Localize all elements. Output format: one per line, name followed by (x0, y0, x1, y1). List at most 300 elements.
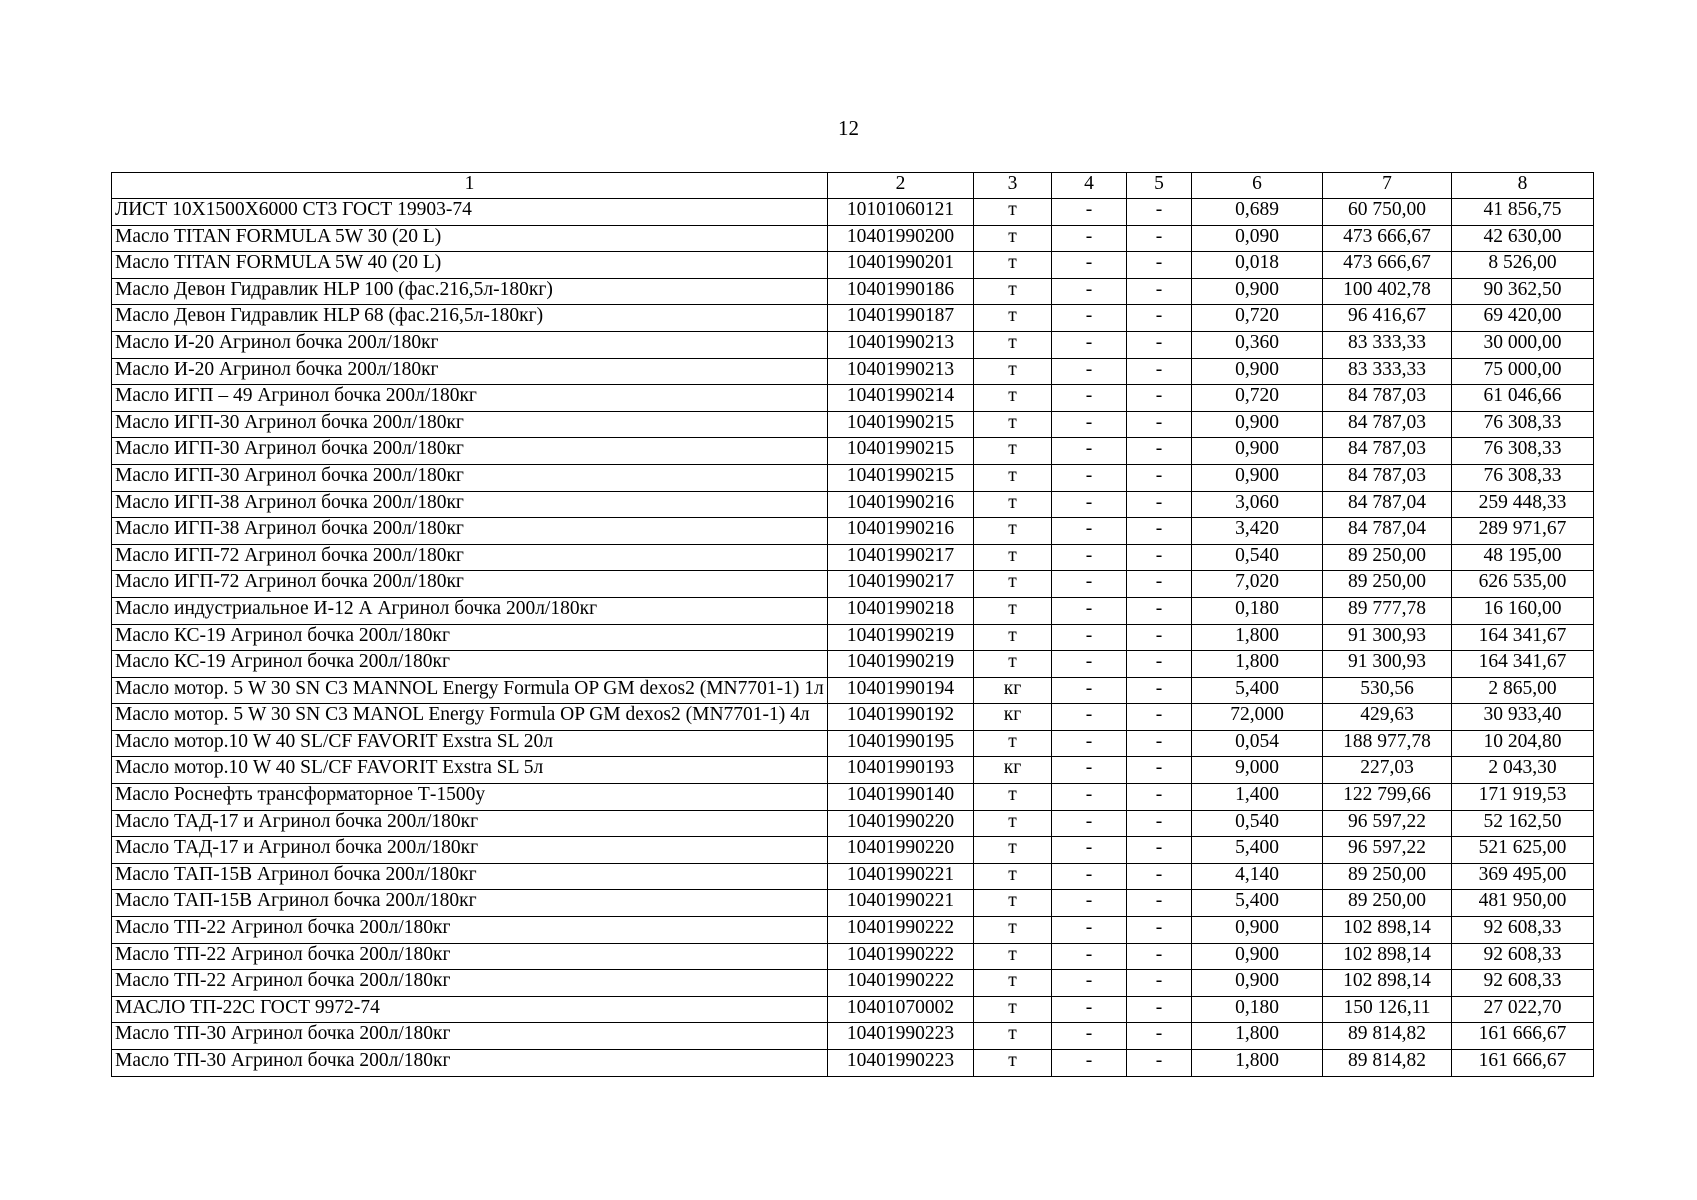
cell-quantity: 0,540 (1192, 544, 1323, 571)
cell-quantity: 0,900 (1192, 917, 1323, 944)
cell-col-4: - (1052, 996, 1127, 1023)
cell-unit: т (974, 784, 1052, 811)
cell-item-code: 10401990222 (828, 970, 974, 997)
cell-col-4: - (1052, 757, 1127, 784)
cell-item-name: Масло мотор. 5 W 30 SN C3 MANNOL Energy Formula OP GM dexos2 (MN7701-1) 1л (112, 677, 828, 704)
cell-item-code: 10401990192 (828, 704, 974, 731)
cell-unit-price: 83 333,33 (1323, 358, 1452, 385)
cell-quantity: 0,720 (1192, 305, 1323, 332)
cell-col-5: - (1127, 837, 1192, 864)
cell-total-amount: 171 919,53 (1452, 784, 1594, 811)
cell-item-code: 10401990221 (828, 863, 974, 890)
cell-unit-price: 89 250,00 (1323, 863, 1452, 890)
cell-quantity: 72,000 (1192, 704, 1323, 731)
cell-item-code: 10401990194 (828, 677, 974, 704)
cell-total-amount: 69 420,00 (1452, 305, 1594, 332)
cell-col-4: - (1052, 651, 1127, 678)
cell-item-code: 10401990220 (828, 837, 974, 864)
cell-unit: т (974, 1050, 1052, 1077)
cell-total-amount: 161 666,67 (1452, 1023, 1594, 1050)
cell-item-name: Масло мотор. 5 W 30 SN C3 MANOL Energy Formula OP GM dexos2 (MN7701-1) 4л (112, 704, 828, 731)
cell-item-name: Масло ТАД-17 и Агринол бочка 200л/180кг (112, 810, 828, 837)
cell-col-4: - (1052, 199, 1127, 226)
table-row (112, 438, 1594, 465)
cell-unit: т (974, 863, 1052, 890)
cell-unit: кг (974, 677, 1052, 704)
cell-total-amount: 164 341,67 (1452, 624, 1594, 651)
cell-unit: т (974, 943, 1052, 970)
cell-item-name: Масло ИГП-38 Агринол бочка 200л/180кг (112, 518, 828, 545)
cell-total-amount: 289 971,67 (1452, 518, 1594, 545)
cell-item-name: Масло ТП-22 Агринол бочка 200л/180кг (112, 943, 828, 970)
cell-quantity: 1,800 (1192, 651, 1323, 678)
cell-col-4: - (1052, 278, 1127, 305)
cell-quantity: 5,400 (1192, 837, 1323, 864)
cell-unit: т (974, 305, 1052, 332)
cell-unit: т (974, 358, 1052, 385)
table-row (112, 890, 1594, 917)
cell-item-code: 10401990223 (828, 1050, 974, 1077)
table-row (112, 996, 1594, 1023)
cell-item-name: Масло ТП-30 Агринол бочка 200л/180кг (112, 1023, 828, 1050)
table-row (112, 411, 1594, 438)
cell-item-name: МАСЛО ТП-22С ГОСТ 9972-74 (112, 996, 828, 1023)
cell-col-4: - (1052, 677, 1127, 704)
table-row (112, 651, 1594, 678)
cell-item-name: Масло ИГП-30 Агринол бочка 200л/180кг (112, 464, 828, 491)
cell-quantity: 0,018 (1192, 252, 1323, 279)
cell-item-code: 10401990219 (828, 651, 974, 678)
cell-total-amount: 42 630,00 (1452, 225, 1594, 252)
cell-col-4: - (1052, 544, 1127, 571)
cell-unit: т (974, 1023, 1052, 1050)
cell-unit: т (974, 544, 1052, 571)
cell-col-5: - (1127, 438, 1192, 465)
table-row (112, 225, 1594, 252)
table-row (112, 757, 1594, 784)
cell-quantity: 0,900 (1192, 358, 1323, 385)
cell-unit-price: 473 666,67 (1323, 225, 1452, 252)
column-header: 1 (112, 173, 828, 199)
cell-col-4: - (1052, 784, 1127, 811)
cell-total-amount: 75 000,00 (1452, 358, 1594, 385)
cell-col-5: - (1127, 544, 1192, 571)
cell-item-code: 10401070002 (828, 996, 974, 1023)
cell-unit: кг (974, 757, 1052, 784)
cell-col-4: - (1052, 491, 1127, 518)
cell-unit-price: 188 977,78 (1323, 730, 1452, 757)
cell-quantity: 3,060 (1192, 491, 1323, 518)
cell-unit-price: 150 126,11 (1323, 996, 1452, 1023)
cell-unit: т (974, 996, 1052, 1023)
cell-col-5: - (1127, 358, 1192, 385)
cell-unit: т (974, 199, 1052, 226)
cell-item-name: Масло ИГП-38 Агринол бочка 200л/180кг (112, 491, 828, 518)
cell-item-code: 10401990215 (828, 464, 974, 491)
cell-col-4: - (1052, 943, 1127, 970)
cell-item-code: 10401990193 (828, 757, 974, 784)
cell-quantity: 0,360 (1192, 331, 1323, 358)
cell-col-4: - (1052, 837, 1127, 864)
cell-item-name: Масло ИГП-72 Агринол бочка 200л/180кг (112, 571, 828, 598)
column-header: 3 (974, 173, 1052, 199)
cell-item-code: 10401990223 (828, 1023, 974, 1050)
cell-item-code: 10401990215 (828, 438, 974, 465)
cell-col-4: - (1052, 225, 1127, 252)
cell-total-amount: 92 608,33 (1452, 943, 1594, 970)
cell-unit: т (974, 438, 1052, 465)
cell-unit: т (974, 411, 1052, 438)
table-row (112, 464, 1594, 491)
cell-item-code: 10401990219 (828, 624, 974, 651)
cell-unit: т (974, 730, 1052, 757)
cell-item-code: 10401990200 (828, 225, 974, 252)
cell-col-4: - (1052, 704, 1127, 731)
cell-unit: т (974, 597, 1052, 624)
cell-unit: т (974, 278, 1052, 305)
cell-col-4: - (1052, 1050, 1127, 1077)
cell-unit-price: 530,56 (1323, 677, 1452, 704)
cell-item-name: Масло Девон Гидравлик HLP 100 (фас.216,5л-180кг) (112, 278, 828, 305)
cell-col-5: - (1127, 597, 1192, 624)
table-row (112, 252, 1594, 279)
cell-col-4: - (1052, 730, 1127, 757)
cell-col-4: - (1052, 890, 1127, 917)
cell-unit: т (974, 624, 1052, 651)
cell-col-5: - (1127, 784, 1192, 811)
cell-unit-price: 100 402,78 (1323, 278, 1452, 305)
table-row (112, 518, 1594, 545)
table-row (112, 943, 1594, 970)
cell-col-5: - (1127, 757, 1192, 784)
cell-unit-price: 96 597,22 (1323, 837, 1452, 864)
table-row (112, 730, 1594, 757)
table-row (112, 784, 1594, 811)
cell-unit: т (974, 890, 1052, 917)
table-row (112, 970, 1594, 997)
cell-item-name: Масло ИГП-30 Агринол бочка 200л/180кг (112, 438, 828, 465)
cell-total-amount: 30 933,40 (1452, 704, 1594, 731)
cell-unit: т (974, 225, 1052, 252)
cell-total-amount: 90 362,50 (1452, 278, 1594, 305)
cell-col-5: - (1127, 252, 1192, 279)
cell-quantity: 0,900 (1192, 943, 1323, 970)
cell-unit-price: 84 787,03 (1323, 411, 1452, 438)
cell-item-code: 10401990213 (828, 331, 974, 358)
cell-col-5: - (1127, 624, 1192, 651)
column-header: 4 (1052, 173, 1127, 199)
cell-item-name: Масло индустриальное И-12 А Агринол бочка 200л/180кг (112, 597, 828, 624)
cell-item-code: 10401990218 (828, 597, 974, 624)
cell-item-name: Масло ТП-22 Агринол бочка 200л/180кг (112, 917, 828, 944)
cell-item-code: 10401990187 (828, 305, 974, 332)
cell-item-name: Масло КС-19 Агринол бочка 200л/180кг (112, 624, 828, 651)
cell-col-4: - (1052, 863, 1127, 890)
cell-col-4: - (1052, 252, 1127, 279)
table-row (112, 917, 1594, 944)
cell-col-5: - (1127, 518, 1192, 545)
cell-unit-price: 83 333,33 (1323, 331, 1452, 358)
cell-unit-price: 89 250,00 (1323, 544, 1452, 571)
cell-item-name: Масло TITAN FORMULA 5W 40 (20 L) (112, 252, 828, 279)
cell-unit-price: 89 814,82 (1323, 1023, 1452, 1050)
cell-item-code: 10401990216 (828, 491, 974, 518)
cell-item-code: 10401990186 (828, 278, 974, 305)
cell-quantity: 1,800 (1192, 1023, 1323, 1050)
cell-item-code: 10101060121 (828, 199, 974, 226)
cell-unit-price: 89 814,82 (1323, 1050, 1452, 1077)
cell-item-name: Масло TITAN FORMULA 5W 30 (20 L) (112, 225, 828, 252)
cell-item-name: ЛИСТ 10Х1500Х6000 СТ3 ГОСТ 19903-74 (112, 199, 828, 226)
cell-unit-price: 84 787,03 (1323, 464, 1452, 491)
cell-col-4: - (1052, 305, 1127, 332)
cell-item-name: Масло мотор.10 W 40 SL/CF FAVORIT Exstra SL 5л (112, 757, 828, 784)
cell-unit-price: 429,63 (1323, 704, 1452, 731)
cell-item-name: Масло ИГП – 49 Агринол бочка 200л/180кг (112, 385, 828, 412)
cell-col-4: - (1052, 597, 1127, 624)
column-header: 7 (1323, 173, 1452, 199)
cell-unit-price: 91 300,93 (1323, 651, 1452, 678)
cell-unit-price: 84 787,04 (1323, 491, 1452, 518)
cell-col-5: - (1127, 943, 1192, 970)
cell-item-name: Масло ТАП-15В Агринол бочка 200л/180кг (112, 863, 828, 890)
cell-unit-price: 473 666,67 (1323, 252, 1452, 279)
table-row (112, 385, 1594, 412)
cell-total-amount: 16 160,00 (1452, 597, 1594, 624)
cell-col-5: - (1127, 863, 1192, 890)
table-row (112, 331, 1594, 358)
table-row (112, 491, 1594, 518)
cell-total-amount: 8 526,00 (1452, 252, 1594, 279)
cell-quantity: 0,720 (1192, 385, 1323, 412)
cell-total-amount: 76 308,33 (1452, 411, 1594, 438)
cell-unit: т (974, 331, 1052, 358)
cell-unit-price: 84 787,04 (1323, 518, 1452, 545)
table-row (112, 863, 1594, 890)
cell-total-amount: 27 022,70 (1452, 996, 1594, 1023)
cell-total-amount: 76 308,33 (1452, 464, 1594, 491)
cell-quantity: 0,054 (1192, 730, 1323, 757)
cell-col-5: - (1127, 651, 1192, 678)
table-row (112, 597, 1594, 624)
cell-item-name: Масло ТП-22 Агринол бочка 200л/180кг (112, 970, 828, 997)
cell-quantity: 1,400 (1192, 784, 1323, 811)
cell-item-code: 10401990201 (828, 252, 974, 279)
cell-item-name: Масло Роснефть трансформаторное Т-1500у (112, 784, 828, 811)
cell-col-5: - (1127, 385, 1192, 412)
cell-item-code: 10401990214 (828, 385, 974, 412)
cell-item-name: Масло И-20 Агринол бочка 200л/180кг (112, 358, 828, 385)
cell-unit-price: 89 777,78 (1323, 597, 1452, 624)
cell-col-5: - (1127, 491, 1192, 518)
cell-unit: т (974, 837, 1052, 864)
cell-unit-price: 122 799,66 (1323, 784, 1452, 811)
cell-unit: т (974, 385, 1052, 412)
cell-total-amount: 76 308,33 (1452, 438, 1594, 465)
cell-quantity: 0,090 (1192, 225, 1323, 252)
column-header: 8 (1452, 173, 1594, 199)
cell-item-name: Масло ТАД-17 и Агринол бочка 200л/180кг (112, 837, 828, 864)
cell-col-5: - (1127, 199, 1192, 226)
materials-table (111, 172, 1594, 1077)
cell-quantity: 0,540 (1192, 810, 1323, 837)
cell-col-4: - (1052, 571, 1127, 598)
cell-item-code: 10401990222 (828, 943, 974, 970)
table-row (112, 544, 1594, 571)
cell-col-5: - (1127, 571, 1192, 598)
cell-col-5: - (1127, 970, 1192, 997)
cell-quantity: 1,800 (1192, 624, 1323, 651)
cell-total-amount: 92 608,33 (1452, 970, 1594, 997)
cell-quantity: 0,900 (1192, 464, 1323, 491)
cell-item-code: 10401990216 (828, 518, 974, 545)
cell-unit: т (974, 518, 1052, 545)
cell-unit-price: 91 300,93 (1323, 624, 1452, 651)
cell-col-5: - (1127, 810, 1192, 837)
table-header-row (112, 173, 1594, 199)
cell-col-4: - (1052, 358, 1127, 385)
cell-item-code: 10401990220 (828, 810, 974, 837)
cell-item-code: 10401990221 (828, 890, 974, 917)
cell-col-5: - (1127, 411, 1192, 438)
cell-unit-price: 102 898,14 (1323, 943, 1452, 970)
cell-col-5: - (1127, 305, 1192, 332)
cell-unit-price: 89 250,00 (1323, 890, 1452, 917)
cell-col-4: - (1052, 1023, 1127, 1050)
cell-item-code: 10401990222 (828, 917, 974, 944)
cell-unit: т (974, 970, 1052, 997)
table-row (112, 571, 1594, 598)
cell-unit: т (974, 491, 1052, 518)
column-header: 6 (1192, 173, 1323, 199)
cell-col-4: - (1052, 331, 1127, 358)
cell-unit-price: 60 750,00 (1323, 199, 1452, 226)
column-header: 2 (828, 173, 974, 199)
cell-unit-price: 102 898,14 (1323, 970, 1452, 997)
cell-item-name: Масло ИГП-72 Агринол бочка 200л/180кг (112, 544, 828, 571)
cell-unit-price: 84 787,03 (1323, 438, 1452, 465)
cell-total-amount: 481 950,00 (1452, 890, 1594, 917)
cell-item-name: Масло ТАП-15В Агринол бочка 200л/180кг (112, 890, 828, 917)
cell-col-4: - (1052, 970, 1127, 997)
cell-col-5: - (1127, 278, 1192, 305)
table-body (112, 173, 1594, 1077)
cell-unit-price: 102 898,14 (1323, 917, 1452, 944)
page-number: 12 (838, 116, 859, 140)
cell-item-name: Масло ТП-30 Агринол бочка 200л/180кг (112, 1050, 828, 1077)
cell-total-amount: 259 448,33 (1452, 491, 1594, 518)
cell-unit: т (974, 810, 1052, 837)
cell-item-name: Масло Девон Гидравлик HLP 68 (фас.216,5л-180кг) (112, 305, 828, 332)
cell-quantity: 0,900 (1192, 970, 1323, 997)
cell-quantity: 4,140 (1192, 863, 1323, 890)
cell-total-amount: 61 046,66 (1452, 385, 1594, 412)
cell-col-5: - (1127, 730, 1192, 757)
cell-quantity: 9,000 (1192, 757, 1323, 784)
cell-quantity: 5,400 (1192, 890, 1323, 917)
cell-unit: т (974, 917, 1052, 944)
cell-total-amount: 626 535,00 (1452, 571, 1594, 598)
table-row (112, 1050, 1594, 1077)
cell-quantity: 0,180 (1192, 996, 1323, 1023)
cell-col-5: - (1127, 1023, 1192, 1050)
cell-item-name: Масло КС-19 Агринол бочка 200л/180кг (112, 651, 828, 678)
cell-col-5: - (1127, 996, 1192, 1023)
cell-item-name: Масло ИГП-30 Агринол бочка 200л/180кг (112, 411, 828, 438)
cell-col-4: - (1052, 917, 1127, 944)
cell-item-name: Масло И-20 Агринол бочка 200л/180кг (112, 331, 828, 358)
cell-unit: т (974, 651, 1052, 678)
cell-total-amount: 2 043,30 (1452, 757, 1594, 784)
cell-item-code: 10401990215 (828, 411, 974, 438)
cell-quantity: 0,900 (1192, 411, 1323, 438)
cell-col-5: - (1127, 225, 1192, 252)
cell-col-4: - (1052, 385, 1127, 412)
table-row (112, 278, 1594, 305)
cell-col-5: - (1127, 331, 1192, 358)
cell-unit: т (974, 252, 1052, 279)
cell-quantity: 3,420 (1192, 518, 1323, 545)
cell-item-code: 10401990140 (828, 784, 974, 811)
table-row (112, 704, 1594, 731)
cell-col-5: - (1127, 464, 1192, 491)
table-row (112, 677, 1594, 704)
cell-item-name: Масло мотор.10 W 40 SL/CF FAVORIT Exstra SL 20л (112, 730, 828, 757)
cell-unit-price: 89 250,00 (1323, 571, 1452, 598)
table-row (112, 1023, 1594, 1050)
cell-item-code: 10401990213 (828, 358, 974, 385)
cell-total-amount: 41 856,75 (1452, 199, 1594, 226)
cell-col-4: - (1052, 518, 1127, 545)
cell-item-code: 10401990217 (828, 544, 974, 571)
cell-total-amount: 161 666,67 (1452, 1050, 1594, 1077)
cell-unit: т (974, 464, 1052, 491)
cell-quantity: 1,800 (1192, 1050, 1323, 1077)
cell-unit-price: 96 597,22 (1323, 810, 1452, 837)
cell-quantity: 7,020 (1192, 571, 1323, 598)
cell-col-5: - (1127, 890, 1192, 917)
cell-quantity: 0,900 (1192, 438, 1323, 465)
cell-total-amount: 521 625,00 (1452, 837, 1594, 864)
cell-col-4: - (1052, 810, 1127, 837)
cell-total-amount: 2 865,00 (1452, 677, 1594, 704)
table-row (112, 810, 1594, 837)
cell-total-amount: 52 162,50 (1452, 810, 1594, 837)
cell-col-4: - (1052, 411, 1127, 438)
cell-total-amount: 164 341,67 (1452, 651, 1594, 678)
cell-unit-price: 84 787,03 (1323, 385, 1452, 412)
cell-item-code: 10401990195 (828, 730, 974, 757)
cell-col-5: - (1127, 677, 1192, 704)
cell-total-amount: 30 000,00 (1452, 331, 1594, 358)
cell-unit: кг (974, 704, 1052, 731)
cell-unit: т (974, 571, 1052, 598)
table-row (112, 305, 1594, 332)
cell-col-5: - (1127, 917, 1192, 944)
cell-quantity: 5,400 (1192, 677, 1323, 704)
cell-total-amount: 48 195,00 (1452, 544, 1594, 571)
table-row (112, 199, 1594, 226)
cell-unit-price: 227,03 (1323, 757, 1452, 784)
cell-total-amount: 92 608,33 (1452, 917, 1594, 944)
cell-col-5: - (1127, 704, 1192, 731)
cell-total-amount: 10 204,80 (1452, 730, 1594, 757)
cell-total-amount: 369 495,00 (1452, 863, 1594, 890)
table-row (112, 837, 1594, 864)
table-row (112, 624, 1594, 651)
cell-col-5: - (1127, 1050, 1192, 1077)
cell-col-4: - (1052, 624, 1127, 651)
